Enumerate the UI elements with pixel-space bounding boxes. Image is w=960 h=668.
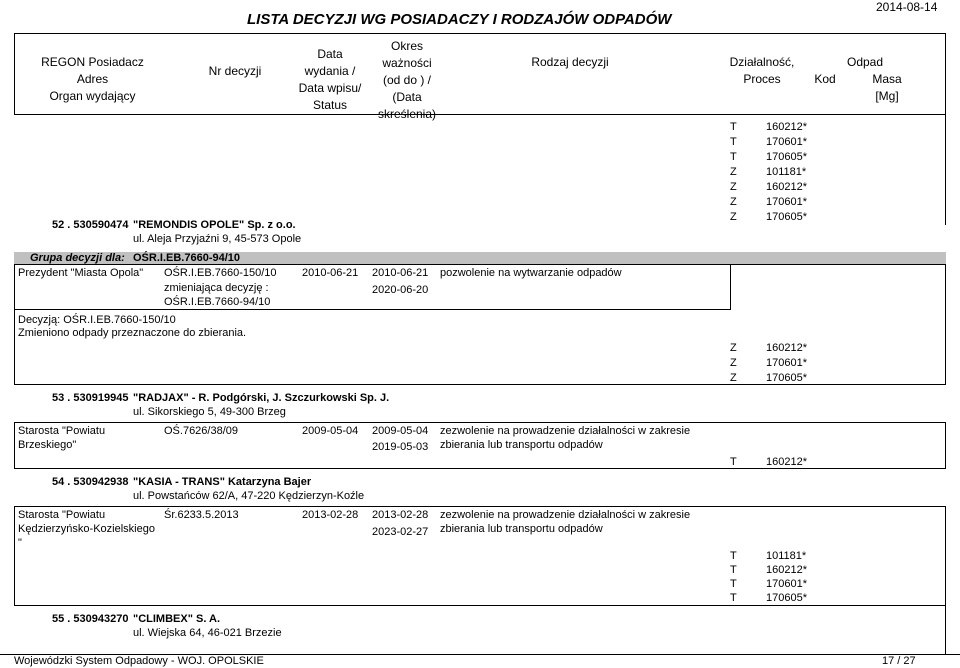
header-nr-decyzji: Nr decyzji — [208, 64, 262, 78]
entry-55-address: ul. Wiejska 64, 46-021 Brzezie — [133, 627, 282, 639]
entry-54-address: ul. Powstańców 62/A, 47-220 Kędzierzyn-Koźle — [133, 490, 365, 502]
header-okres-waznosci: Okres ważności (od do ) / (Data skreślenia) — [377, 39, 437, 121]
entry-54-type-2: zbierania lub transportu odpadów — [440, 523, 603, 535]
decision-52-from: 2010-06-21 — [372, 267, 429, 279]
header-rodzaj-decyzji: Rodzaj decyzji — [531, 55, 609, 69]
entry-54-number: 54 . 530942938 — [52, 476, 129, 488]
entry-53-name: "RADJAX" - R. Podgórski, J. Szczurkowski Sp. J. — [133, 392, 390, 404]
entry-53-from: 2009-05-04 — [372, 425, 429, 437]
decision-52-nr-note: zmieniająca decyzję : — [164, 282, 269, 294]
entry-54-name: "KASIA - TRANS" Katarzyna Bajer — [133, 476, 312, 488]
group-label: Grupa decyzji dla: — [30, 252, 125, 264]
entry-54-organ-1: Starosta "Powiatu — [18, 509, 106, 521]
entry-53-date: 2009-05-04 — [302, 425, 359, 437]
entry-55-number: 55 . 530943270 — [52, 613, 129, 625]
entry-54-date: 2013-02-28 — [302, 509, 359, 521]
entry-52-number: 52 . 530590474 — [52, 219, 129, 231]
entry-53-organ-2: Brzeskiego" — [18, 439, 77, 451]
header-odpad: Odpad — [846, 55, 884, 69]
entry-53-nr: OŚ.7626/38/09 — [164, 425, 239, 437]
entry-53-address: ul. Sikorskiego 5, 49-300 Brzeg — [133, 406, 286, 418]
entry-55-name: "CLIMBEX" S. A. — [133, 613, 221, 625]
entry-54-nr: Śr.6233.5.2013 — [164, 509, 239, 521]
report-date: 2014-08-14 — [876, 0, 938, 14]
entry-53-type-2: zbierania lub transportu odpadów — [440, 439, 603, 451]
entry-54-to: 2023-02-27 — [372, 526, 429, 538]
entry-53-type-1: zezwolenie na prowadzenie działalności w zakresie — [440, 425, 691, 437]
decision-52-organ: Prezydent "Miasta Opola" — [18, 267, 144, 279]
header-data-wydania: Data wydania / Data wpisu/ Status — [298, 47, 362, 112]
report-title: LISTA DECYZJI WG POSIADACZY I RODZAJÓW ODPADÓW — [247, 11, 672, 28]
entry-54-organ-3: " — [18, 537, 22, 549]
decision-52-nr-ref: OŚR.I.EB.7660-94/10 — [164, 296, 271, 308]
entry-54-from: 2013-02-28 — [372, 509, 429, 521]
decision-52-type: pozwolenie na wytwarzanie odpadów — [440, 267, 622, 279]
entry-53-number: 53 . 530919945 — [52, 392, 129, 404]
entry-53-waste-code: 160212* — [766, 456, 807, 468]
entry-52-name: "REMONDIS OPOLE" Sp. z o.o. — [133, 219, 296, 231]
entry-52-address: ul. Aleja Przyjaźni 9, 45-573 Opole — [133, 233, 302, 245]
header-masa: Masa [Mg] — [872, 72, 902, 103]
entry-54-organ-2: Kędzierzyńsko-Kozielskiego — [18, 523, 155, 535]
footer-page-number: 17 / 27 — [882, 655, 916, 667]
entry-53-organ-1: Starosta "Powiatu — [18, 425, 106, 437]
entry-54-type-1: zezwolenie na prowadzenie działalności w zakresie — [440, 509, 691, 521]
header-dzialalnosc: Działalność, Proces — [729, 55, 795, 86]
decision-52-note-2: Zmieniono odpady przeznaczone do zbierania. — [18, 327, 247, 339]
header-regon: REGON Posiadacz Adres Organ wydający — [41, 55, 144, 103]
entry-53-waste-p: T — [730, 456, 737, 468]
decision-52-note-1: Decyzją: OŚR.I.EB.7660-150/10 — [18, 314, 176, 326]
decision-52-nr: OŚR.I.EB.7660-150/10 — [164, 267, 277, 279]
decision-52-date: 2010-06-21 — [302, 267, 359, 279]
header-kod: Kod — [814, 72, 836, 86]
decision-52-to: 2020-06-20 — [372, 284, 429, 296]
entry-53-to: 2019-05-03 — [372, 441, 429, 453]
group-value: OŚR.I.EB.7660-94/10 — [133, 252, 241, 264]
footer-system-name: Wojewódzki System Odpadowy - WOJ. OPOLSKIE — [14, 655, 264, 667]
